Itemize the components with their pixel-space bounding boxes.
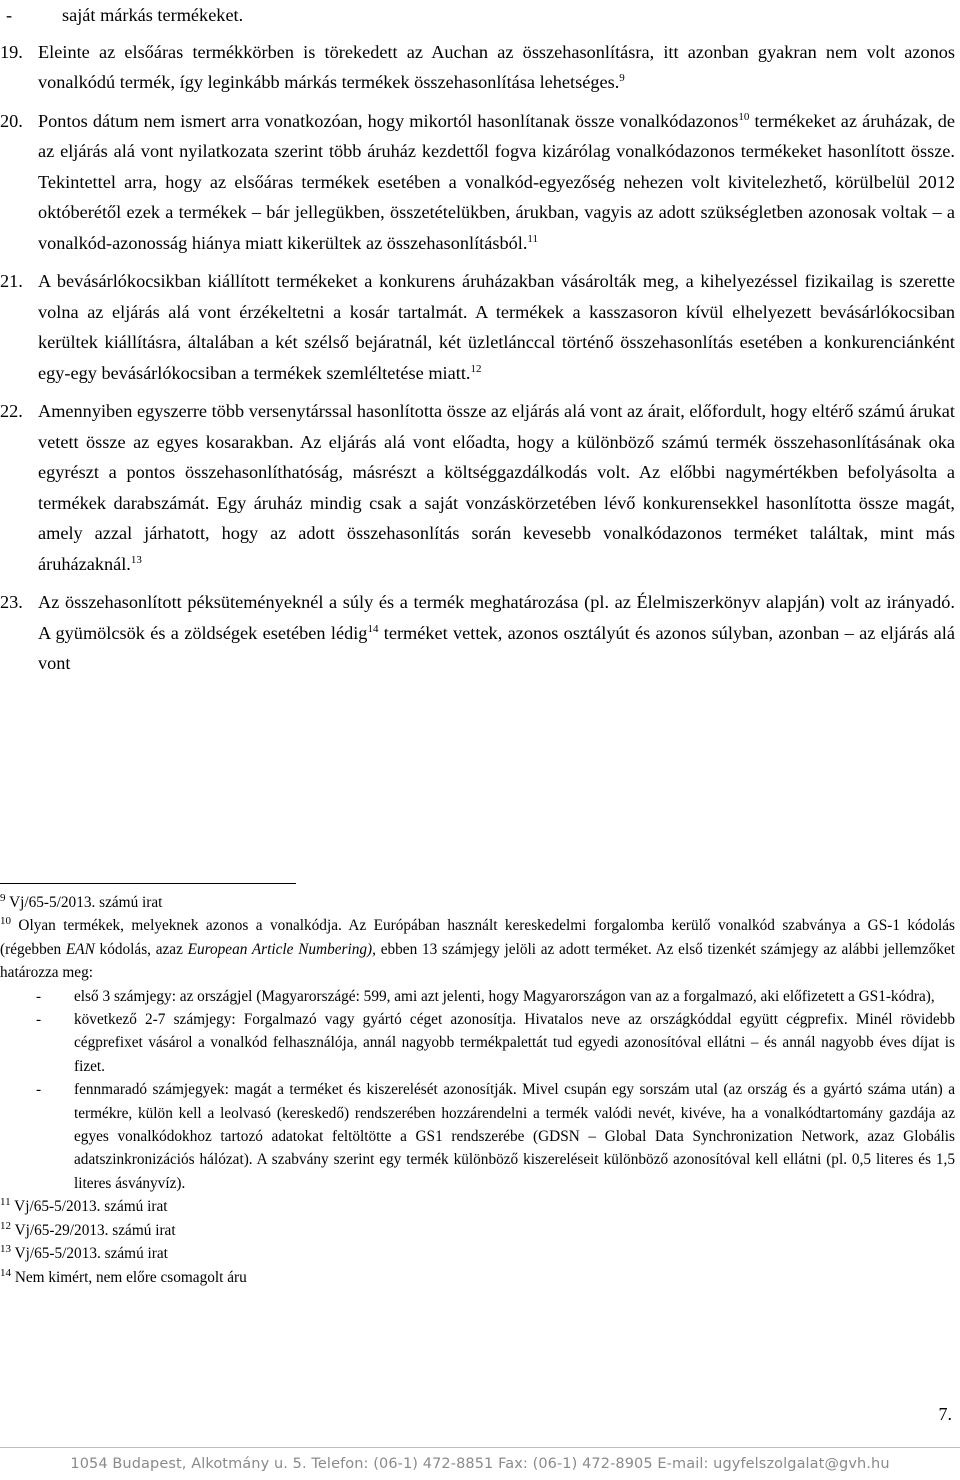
paragraph-number: 21. [0, 271, 23, 291]
footnote-separator [0, 883, 296, 884]
footnote-text: Vj/65-29/2013. számú irat [14, 1221, 176, 1239]
footnote-ref-14[interactable]: 14 [367, 622, 379, 635]
list-item-text: saját márkás termékeket. [62, 5, 244, 25]
paragraph-22 [0, 396, 955, 579]
list-marker: - [36, 1081, 42, 1099]
paragraph-text: Pontos dátum nem ismert arra vonatkozóan, hogy mikortól hasonlítanak össze vonalkódazonos [38, 110, 739, 131]
paragraph-21 [0, 266, 955, 388]
paragraph-number: 23. [0, 592, 23, 612]
footnote-text: Olyan termékek, melyeknek azonos a vonalkódja. Az Európában használt kereskedelmi forgalomba kerülő vonalkód szabványa a GS-1 kódolás (régebben [0, 917, 955, 958]
paragraph-20 [0, 106, 955, 259]
footnote-number: 10 [0, 915, 11, 928]
footnote-list-item [0, 1078, 955, 1195]
list-marker: - [6, 5, 13, 25]
footnote-text: Vj/65-5/2013. számú irat [9, 894, 163, 911]
paragraph-number: 20. [0, 110, 23, 131]
footnote-number: 11 [0, 1196, 11, 1209]
footnote-number: 9 [0, 891, 6, 904]
list-marker: - [36, 1011, 42, 1029]
paragraph-text: Az összehasonlított péksüteményeknél a súly és a termék meghatározása (pl. az Élelmiszerkönyv alapján) volt az irányadó. A gyümölcsök és a zöldségek esetében lédig [38, 592, 955, 643]
paragraph-text: Amennyiben egyszerre több versenytárssal hasonlította össze az eljárás alá vont az árait, előfordult, hogy eltérő számú árukat vetett össze az egyes kosarakban. Az eljárás alá vont előadta, hogy a különböző számú termék összehasonlításának oka egyrészt a pontos összehasonlíthatóság, másrészt a költséggazdálkodás volt. Az előbbi nagymértékben befolyásolta a termékek darabszámát. Egy áruház mindig csak a saját vonzáskörzetében lévő konkurensekkel hasonlította össze magát, amely azzal járhatott, hogy az adott összehasonlítás során kevesebb vonalkódazonos terméket találtak, mint más áruházaknál. [38, 401, 955, 574]
footnote-list-item [0, 1008, 955, 1078]
paragraph-number: 22. [0, 401, 23, 421]
paragraph-23 [0, 587, 955, 679]
footnote-text: kódolás, azaz [94, 940, 188, 958]
paragraph-number: 19. [0, 41, 23, 62]
footnote-ref-9[interactable]: 9 [619, 71, 625, 84]
footnote-ref-11[interactable]: 11 [527, 232, 538, 245]
footnote-number: 13 [0, 1243, 11, 1255]
page-footer: 1054 Budapest, Alkotmány u. 5. Telefon: (06-1) 472-8851 Fax: (06-1) 472-8905 E-mail: ugyfelszolgalat@gvh.hu [0, 1447, 960, 1474]
list-marker: - [36, 987, 42, 1005]
footnote-list-text: fennmaradó számjegyek: magát a terméket és kiszerelését azonosítják. Mivel csupán egy sorszám utal (az ország és a gyártó száma után) a termékre, külön kell a leolvasó (kereskedő) rendszerében hozzárendelni a termék valódi nevét, kivéve, ha a vonalkódtartomány gazdája az egyes vonalkódokhoz tartozó adatokat feltöltötte a GS1 rendszerébe (GDSN – Global Data Synchronization Network, azaz Globális adatszinkronizációs hálózat). A szabvány szerint egy termék különböző kiszereléseit különböző azonosítóval kell ellátni (pl. 0,5 literes és 1,5 literes ásványvíz). [74, 1081, 955, 1192]
footnote-list-text: első 3 számjegy: az országjel (Magyarországé: 599, ami azt jelenti, hogy Magyarországon van az a forgalmazó, aki előfizetett a GS1-kódra), [74, 987, 935, 1005]
footnote-10 [0, 914, 955, 984]
footnote-text: Vj/65-5/2013. számú irat [14, 1198, 168, 1216]
footnote-number: 14 [0, 1266, 11, 1279]
footnote-number: 12 [0, 1219, 11, 1232]
footnote-ref-13[interactable]: 13 [130, 553, 142, 566]
top-list-item [0, 0, 955, 31]
footnote-list-text: következő 2-7 számjegy: Forgalmazó vagy gyártó céget azonosítja. Hivatalos neve az országkóddal együtt cégprefix. Minél rövidebb cégprefixet vásárol a vonalkód felhasználója, annál nagyobb termékpalettát tud egyedi azonosítóval ellátni – és annál nagyobb éves díjat is fizet. [74, 1011, 955, 1075]
footnote-14 [0, 1266, 955, 1289]
paragraph-text: Eleinte az elsőáras termékkörben is törekedett az Auchan az összehasonlításra, itt azonban gyakran nem volt azonos vonalkódú termék, így leginkább márkás termékek összehasonlítása lehetséges. [38, 41, 955, 92]
footnote-12 [0, 1219, 955, 1242]
paragraph-text: terméket vettek, azonos osztályút és azonos súlyban, azonban – az eljárás alá vont [38, 622, 955, 673]
footnote-italic: EAN [65, 940, 95, 958]
footnote-9 [0, 891, 955, 914]
footnote-text: Vj/65-5/2013. számú irat [14, 1245, 168, 1263]
footnote-italic: European Article Numbering), [187, 940, 376, 958]
page-number: 7. [938, 1404, 952, 1424]
paragraph-19 [0, 37, 955, 98]
footnote-ref-12[interactable]: 12 [470, 362, 482, 375]
footnote-text: ebben 13 számjegy jelöli az adott terméket. Az első tizenkét számjegy az alábbi jellemzőket határozza meg: [0, 940, 956, 982]
paragraph-text: A bevásárlókocsikban kiállított termékeket a konkurens áruházakban vásárolták meg, a kihelyezéssel fizikailag is szerette volna az eljárás alá vont érzékeltetni a kosár tartalmát. A termékek a kasszasoron kívül elhelyezett bevásárlókocsiban kerültek kiállításra, általában a két szélső bejáratnál, két üzletlánccal történő összehasonlítás esetében a konkurenciánként egy-egy bevásárlókocsiban a termékek szemléltetése miatt. [38, 271, 955, 383]
footnotes [0, 891, 955, 1289]
footnote-ref-10[interactable]: 10 [738, 110, 750, 123]
footnote-list-item [0, 985, 955, 1008]
footnote-11 [0, 1195, 955, 1218]
main-text [0, 0, 955, 679]
footnote-text: Nem kimért, nem előre csomagolt áru [14, 1268, 247, 1286]
paragraph-text: termékeket az áruházak, de az eljárás alá vont nyilatkozata szerint több áruház kezdettől fogva kizárólag vonalkódazonos termékeket hasonlított össze. Tekintettel arra, hogy az elsőáras termékek esetében a vonalkód-egyezőség nehezen volt kivitelezhető, körülbelül 2012 októberétől ezek a termékek – bár jellegükben, összetételükben, árukban, vagyis az adott szükségletben azonosak voltak – a vonalkód-azonosság hiánya miatt kikerültek az összehasonlításból. [38, 110, 955, 253]
footnote-13 [0, 1242, 955, 1265]
